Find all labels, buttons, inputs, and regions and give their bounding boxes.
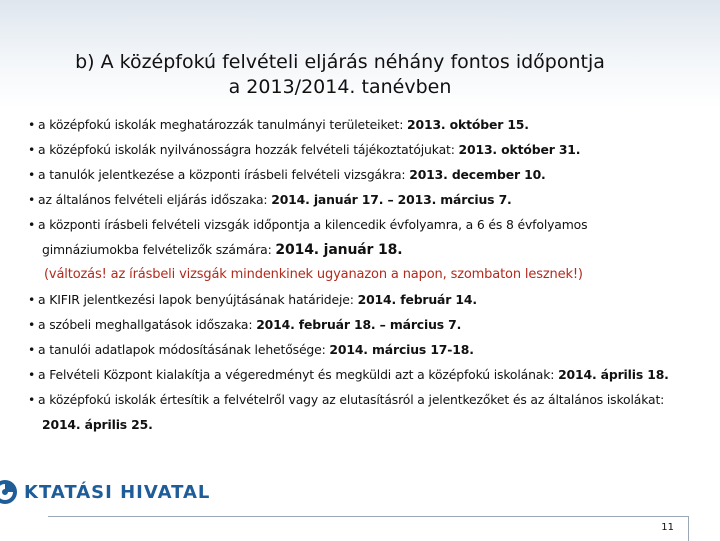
- item-text: a középfokú iskolák meghatározzák tanulmányi területeiket:: [38, 117, 408, 132]
- list-item: [28, 112, 713, 137]
- item-text: a központi írásbeli felvételi vizsgák időpontja a kilencedik évfolyamra, a 6 és 8 évfolyamos: [38, 217, 588, 232]
- page-number: 11: [661, 522, 674, 533]
- list-item-continuation: [28, 237, 713, 262]
- logo: [0, 478, 210, 506]
- list-item: [28, 312, 713, 337]
- slide-title: [0, 50, 680, 100]
- change-note: (változás! az írásbeli vizsgák mindenkinek ugyanazon a napon, szombaton lesznek!): [44, 267, 583, 282]
- item-text: az általános felvételi eljárás időszaka:: [38, 192, 272, 207]
- slide-title-line2: a 2013/2014. tanévben: [228, 76, 452, 98]
- logo-emblem-icon: [0, 479, 18, 505]
- item-text: a KIFIR jelentkezési lapok benyújtásának határideje:: [38, 292, 358, 307]
- item-date: 2014. április 18.: [558, 367, 669, 382]
- list-item-continuation: [28, 412, 713, 437]
- item-date: 2013. december 10.: [409, 167, 546, 182]
- item-date: 2013. október 15.: [407, 117, 529, 132]
- list-item: [28, 387, 713, 412]
- list-item: [28, 287, 713, 312]
- list-item: [28, 162, 713, 187]
- list-item: [28, 137, 713, 162]
- item-date: 2013. október 31.: [458, 142, 581, 157]
- list-item: [28, 187, 713, 212]
- item-text: a tanulók jelentkezése a központi írásbeli felvételi vizsgákra:: [38, 167, 410, 182]
- item-date: 2014. április 25.: [42, 417, 153, 432]
- list-item: [28, 337, 713, 362]
- item-date: 2014. február 14.: [357, 292, 477, 307]
- list-item: [28, 362, 713, 387]
- slide-title-line1: b) A középfokú felvételi eljárás néhány fontos időpontja: [75, 51, 605, 73]
- item-date: 2014. március 17-18.: [329, 342, 474, 357]
- logo-text: KTATÁSI HIVATAL: [24, 481, 211, 503]
- item-date: 2014. január 17. – 2013. március 7.: [271, 192, 512, 207]
- page-frame: [48, 516, 689, 541]
- item-text: a középfokú iskolák értesítik a felvételről vagy az elutasításról a jelentkezőket és az általános iskolákat:: [38, 392, 665, 407]
- bullet-list: [28, 112, 713, 437]
- item-date: 2014. január 18.: [275, 242, 403, 258]
- item-text: a tanulói adatlapok módosításának lehetősége:: [38, 342, 330, 357]
- list-item: [28, 212, 713, 237]
- item-text: a középfokú iskolák nyilvánosságra hozzák felvételi tájékoztatójukat:: [38, 142, 459, 157]
- item-text: a szóbeli meghallgatások időszaka:: [38, 317, 257, 332]
- item-text: a Felvételi Központ kialakítja a végeredményt és megküldi azt a középfokú iskolának:: [38, 367, 559, 382]
- item-date: 2014. február 18. – március 7.: [256, 317, 462, 332]
- item-text: gimnáziumokba felvételizők számára:: [42, 242, 276, 257]
